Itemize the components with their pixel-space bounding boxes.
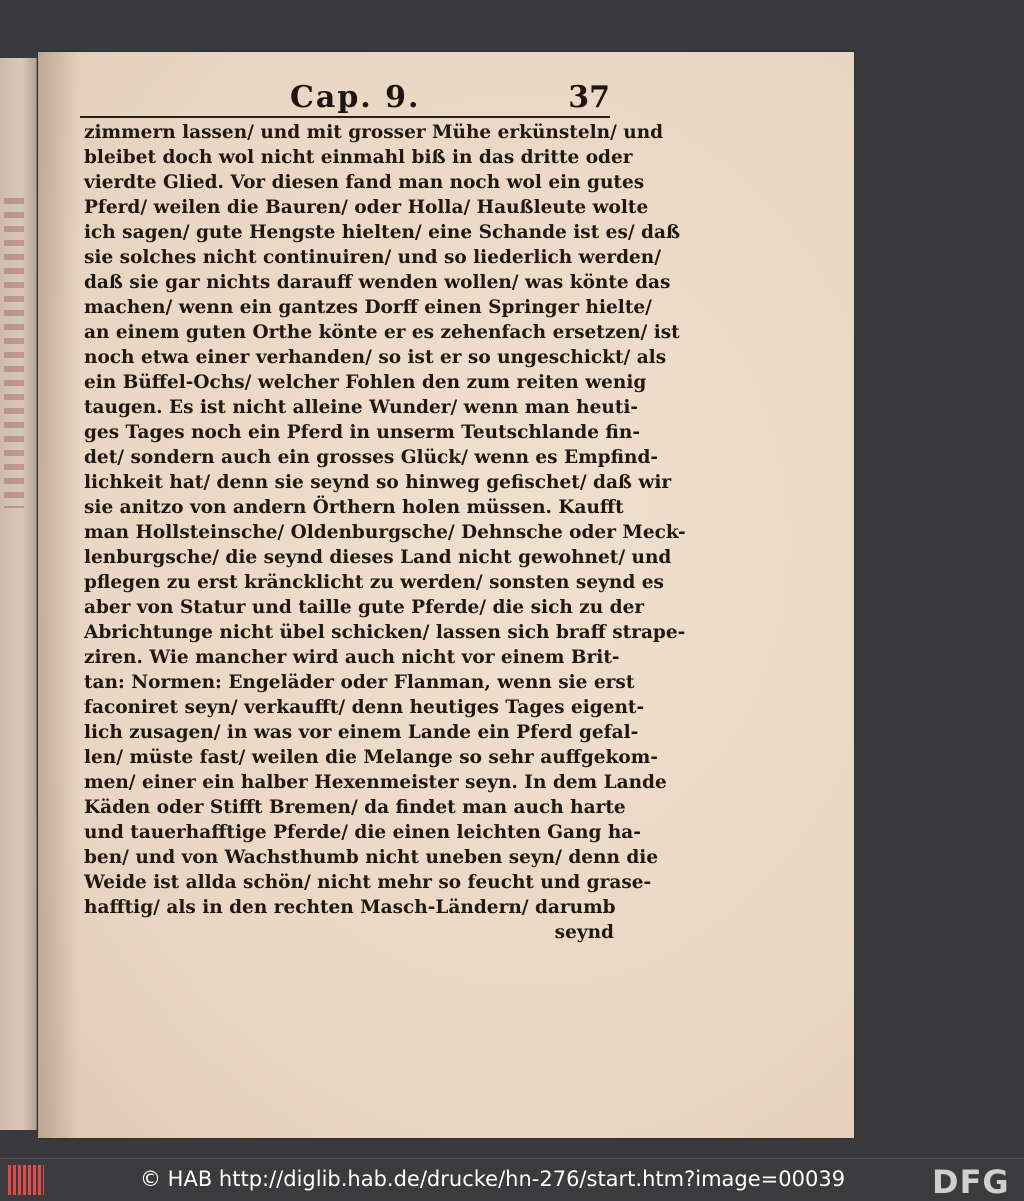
text-line: ben/ und von Wachsthumb nicht uneben seyn/ denn die [84,847,659,868]
text-line: hafftig/ als in den rechten Masch-Ländern/ darumb [84,897,616,918]
text-line: vierdte Glied. Vor diesen fand man noch wol ein gutes [84,172,645,193]
catchword: seynd [554,922,614,943]
page-text-block [84,120,686,945]
text-line: ges Tages noch ein Pferd in unserm Teutschlande fin- [84,422,641,443]
text-line: zimmern lassen/ und mit grosser Mühe erkünsteln/ und [84,122,664,143]
text-line: ich sagen/ gute Hengste hielten/ eine Schande ist es/ daß [84,222,681,243]
text-line: lich zusagen/ in was vor einem Lande ein Pferd gefal- [84,722,639,743]
running-head: Cap. 9. [290,80,421,115]
adjacent-page-text-fragment [4,198,24,508]
text-line: noch etwa einer verhanden/ so ist er so ungeschickt/ als [84,347,667,368]
text-line: an einem guten Orthe könte er es zehenfach ersetzen/ ist [84,322,680,343]
header-rule [80,116,610,118]
text-line: aber von Statur und taille gute Pferde/ die sich zu der [84,597,645,618]
dfg-logo: DFG [932,1163,1010,1201]
text-line: man Hollsteinsche/ Oldenburgsche/ Dehnsche oder Meck- [84,522,686,543]
text-line: und tauerhafftige Pferde/ die einen leichten Gang ha- [84,822,641,843]
text-line: sie solches nicht continuiren/ und so liederlich werden/ [84,247,661,268]
page-gutter-shadow [38,52,80,1138]
text-line: Käden oder Stifft Bremen/ da findet man auch harte [84,797,626,818]
text-line: Weide ist allda schön/ nicht mehr so feucht und grase- [84,872,652,893]
page-header [80,80,610,114]
text-line: sie anitzo von andern Örthern holen müssen. Kaufft [84,497,624,518]
text-line: Abrichtunge nicht übel schicken/ lassen sich braff strape- [84,622,686,643]
text-line: machen/ wenn ein gantzes Dorff einen Springer hielte/ [84,297,652,318]
footer-bar [0,1158,1024,1201]
text-line: det/ sondern auch ein grosses Glück/ wenn es Empfind- [84,447,659,468]
text-line: bleibet doch wol nicht einmahl biß in das dritte oder [84,147,633,168]
text-line: len/ müste fast/ weilen die Melange so sehr auffgekom- [84,747,658,768]
page-number: 37 [568,80,610,115]
text-line: faconiret seyn/ verkaufft/ denn heutiges Tages eigent- [84,697,645,718]
text-line: ein Büffel-Ochs/ welcher Fohlen den zum reiten wenig [84,372,647,393]
text-line: Pferd/ weilen die Bauren/ oder Holla/ Haußleute wolte [84,197,649,218]
hab-logo-icon [8,1165,44,1195]
text-line: ziren. Wie mancher wird auch nicht vor einem Brit- [84,647,620,668]
text-line: taugen. Es ist nicht alleine Wunder/ wenn man heuti- [84,397,639,418]
text-line: pflegen zu erst kräncklicht zu werden/ sonsten seynd es [84,572,664,593]
text-line: tan: Normen: Engeläder oder Flanman, wenn sie erst [84,672,635,693]
adjacent-page-edge [0,58,37,1130]
text-line: lenburgsche/ die seynd dieses Land nicht gewohnet/ und [84,547,672,568]
text-line: daß sie gar nichts darauff wenden wollen/ was könte das [84,272,671,293]
text-line: men/ einer ein halber Hexenmeister seyn. In dem Lande [84,772,667,793]
text-line: lichkeit hat/ denn sie seynd so hinweg gefischet/ daß wir [84,472,672,493]
copyright-link[interactable]: © HAB http://diglib.hab.de/drucke/hn-276/start.htm?image=00039 [140,1167,846,1191]
